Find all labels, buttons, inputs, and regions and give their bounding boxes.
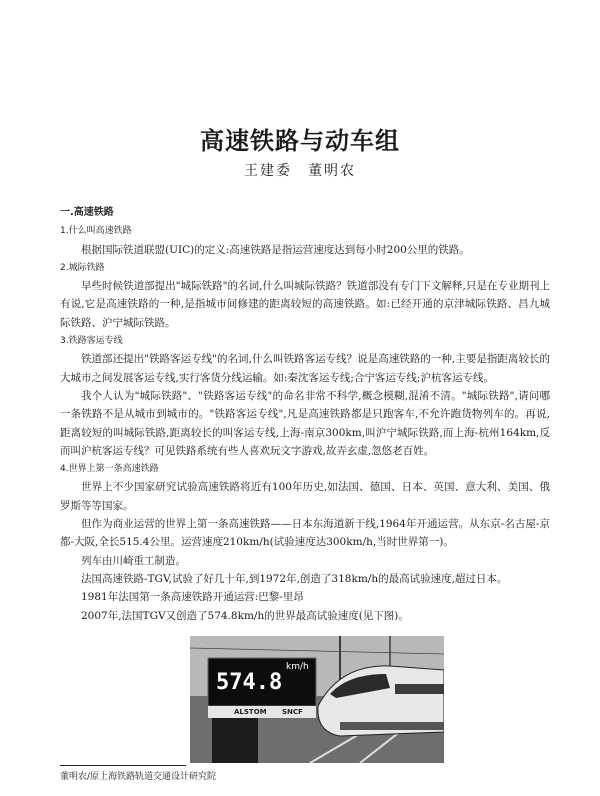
paragraph: 但作为商业运营的世界上第一条高速铁路——日本东海道新干线,1964年开通运营。从东京-名古屋-京都-大阪,全长515.4公里。运营速度210km/h(试验速度达300km/h,当时世界第一)。: [60, 518, 550, 549]
paragraph: 2007年,法国TGV又创造了574.8km/h的世界最高试验速度(见下图)。: [81, 609, 409, 622]
article-authors: 王建委 董明农: [244, 163, 356, 179]
paragraph: 根据国际铁道联盟(UIC)的定义:高速铁路是指运营速度达到每小时200公里的铁路。: [81, 243, 470, 256]
section-heading: 一.高速铁路: [60, 207, 114, 218]
paragraph: 世界上不少国家研究试验高速铁路将近有100年历史,如法国、德国、日本、英国、意大利、美国、俄罗斯等等国家。: [60, 481, 550, 512]
author-footnote: 董明农/原上海铁路轨道交通设计研究院: [60, 772, 217, 782]
subsection-heading: 3.铁路客运专线: [60, 336, 123, 347]
tgv-photo-illustration: [190, 636, 444, 763]
paragraph: 1981年法国第一条高速铁路开通运营:巴黎-里昂: [81, 591, 304, 604]
paragraph: 法国高速铁路-TGV,试验了好几十年,到1972年,创造了318km/h的最高试验速度,超过日本。: [81, 572, 508, 585]
article-title: 高速铁路与动车组: [200, 127, 400, 155]
tgv-record-photo: [190, 636, 444, 763]
tgv-stripe: [340, 722, 444, 730]
speed-display-value: 574.8: [216, 670, 283, 695]
footnote-rule: [60, 765, 186, 766]
paragraph: 铁道部还提出"铁路客运专线"的名词,什么叫铁路客运专线？说是高速铁路的一种,主要是指距离较长的大城市之间发展客运专线,实行客货分线运输。如:秦沈客运专线;合宁客运专线;沪杭客运专线。: [60, 353, 550, 384]
paragraph: 我个人认为"城际铁路"、"铁路客运专线"的命名非常不科学,概念模糊,混淆不清。"城际铁路",请问哪一条铁路不是从城市到城市的。"铁路客运专线",凡是高速铁路都是只跑客车,不允许跑货物列车的。再说,距离较短的叫城际铁路,距离较长的叫客运专线,上海-南京300km,叫沪宁城际铁路,而上海-杭州164km,反而叫沪杭客运专线？可见铁路系统有些人喜欢玩文字游戏,故弄玄虚,忽悠老百姓。: [60, 389, 550, 457]
speed-display-unit: km/h: [286, 662, 309, 672]
article-body: [60, 204, 550, 625]
subsection-heading: 1.什么叫高速铁路: [60, 226, 132, 237]
display-stand: [212, 718, 258, 763]
sponsor-logo-sncf: SNCF: [282, 708, 303, 716]
subsection-heading: 4.世界上第一条高速铁路: [60, 464, 159, 475]
paragraph: 早些时候铁道部提出"城际铁路"的名词,什么叫城际铁路？铁道部没有专门下文解释,只是在专业期刊上有说,它是高速铁路的一种,是指城市间修建的距离较短的高速铁路。如:已经开通的京津城际铁路、昌九城际铁路、沪宁城际铁路。: [60, 280, 550, 329]
sponsor-logo-alstom: ALSTOM: [234, 708, 267, 716]
subsection-heading: 2.城际铁路: [60, 262, 105, 273]
paragraph: 列车由川崎重工制造。: [81, 554, 186, 567]
tgv-window-band: [395, 684, 444, 694]
